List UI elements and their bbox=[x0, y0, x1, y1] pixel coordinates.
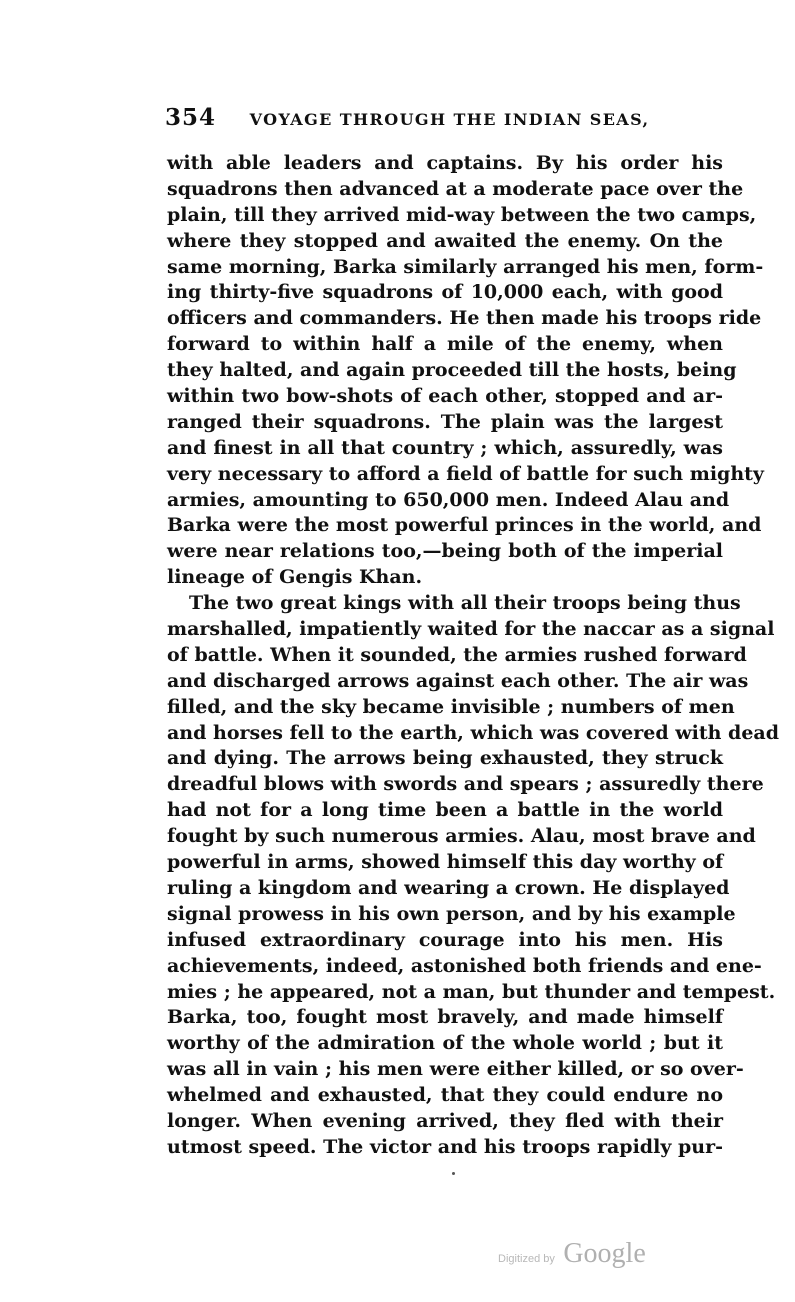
google-logo: Google bbox=[563, 1238, 646, 1269]
text-line: they halted, and again proceeded till the hosts, being bbox=[167, 359, 737, 382]
text-line: forward to within half a mile of the enemy, when bbox=[167, 333, 723, 356]
digitized-watermark bbox=[498, 1238, 646, 1270]
text-line: very necessary to afford a field of battle for such mighty bbox=[167, 462, 764, 485]
text-line: officers and commanders. He then made his troops ride bbox=[167, 307, 762, 330]
text-line: fought by such numerous armies. Alau, most brave and bbox=[167, 825, 756, 848]
text-line: and finest in all that country ; which, assuredly, was bbox=[167, 436, 723, 459]
text-line: within two bow-shots of each other, stopped and ar- bbox=[167, 385, 723, 408]
paragraph-start-line: The two great kings with all their troops being thus bbox=[189, 592, 741, 615]
text-line: dreadful blows with swords and spears ; assuredly there bbox=[167, 773, 764, 796]
text-line: had not for a long time been a battle in the world bbox=[167, 799, 723, 822]
text-line: Barka were the most powerful princes in the world, and bbox=[167, 514, 762, 537]
text-line: where they stopped and awaited the enemy. On the bbox=[167, 229, 723, 252]
text-line: utmost speed. The victor and his troops rapidly pur- bbox=[167, 1135, 723, 1158]
text-line: filled, and the sky became invisible ; numbers of men bbox=[167, 695, 735, 718]
text-line: mies ; he appeared, not a man, but thunder and tempest. bbox=[167, 980, 776, 1003]
text-line: worthy of the admiration of the whole world ; but it bbox=[167, 1032, 723, 1055]
text-line: armies, amounting to 650,000 men. Indeed Alau and bbox=[167, 488, 730, 511]
text-line: same morning, Barka similarly arranged his men, form- bbox=[167, 255, 764, 278]
text-line: was all in vain ; his men were either killed, or so over- bbox=[167, 1058, 744, 1081]
text-line: Barka, too, fought most bravely, and made himself bbox=[167, 1006, 723, 1029]
text-line: whelmed and exhausted, that they could endure no bbox=[167, 1084, 723, 1107]
text-line: and discharged arrows against each other. The air was bbox=[167, 669, 749, 692]
text-line: powerful in arms, showed himself this day worthy of bbox=[167, 851, 724, 874]
text-line: achievements, indeed, astonished both friends and ene- bbox=[167, 954, 762, 977]
body-text bbox=[167, 151, 779, 1161]
text-line: with able leaders and captains. By his order his bbox=[167, 152, 723, 174]
ink-speck bbox=[452, 1172, 455, 1175]
text-line: were near relations too,—being both of the imperial bbox=[167, 540, 723, 563]
text-line: ranged their squadrons. The plain was the largest bbox=[167, 410, 723, 433]
text-line: plain, till they arrived mid-way between the two camps, bbox=[167, 203, 757, 226]
running-title: VOYAGE THROUGH THE INDIAN SEAS, bbox=[249, 110, 650, 129]
text-line: of battle. When it sounded, the armies rushed forward bbox=[167, 643, 747, 666]
text-line: ing thirty-five squadrons of 10,000 each, with good bbox=[167, 281, 723, 304]
text-line: ruling a kingdom and wearing a crown. He displayed bbox=[167, 876, 730, 899]
text-line: longer. When evening arrived, they fled with their bbox=[167, 1109, 723, 1132]
text-line: squadrons then advanced at a moderate pace over the bbox=[167, 177, 744, 200]
text-line: infused extraordinary courage into his men. His bbox=[167, 928, 723, 951]
running-head bbox=[165, 104, 725, 131]
text-line: and dying. The arrows being exhausted, they struck bbox=[167, 747, 723, 770]
text-line: signal prowess in his own person, and by his example bbox=[167, 902, 736, 925]
page-number: 354 bbox=[165, 104, 217, 131]
text-line: marshalled, impatiently waited for the naccar as a signal bbox=[167, 618, 775, 641]
text-line: and horses fell to the earth, which was covered with dead bbox=[167, 721, 779, 744]
text-line: lineage of Gengis Khan. bbox=[167, 566, 423, 589]
watermark-prefix: Digitized by bbox=[498, 1253, 555, 1265]
